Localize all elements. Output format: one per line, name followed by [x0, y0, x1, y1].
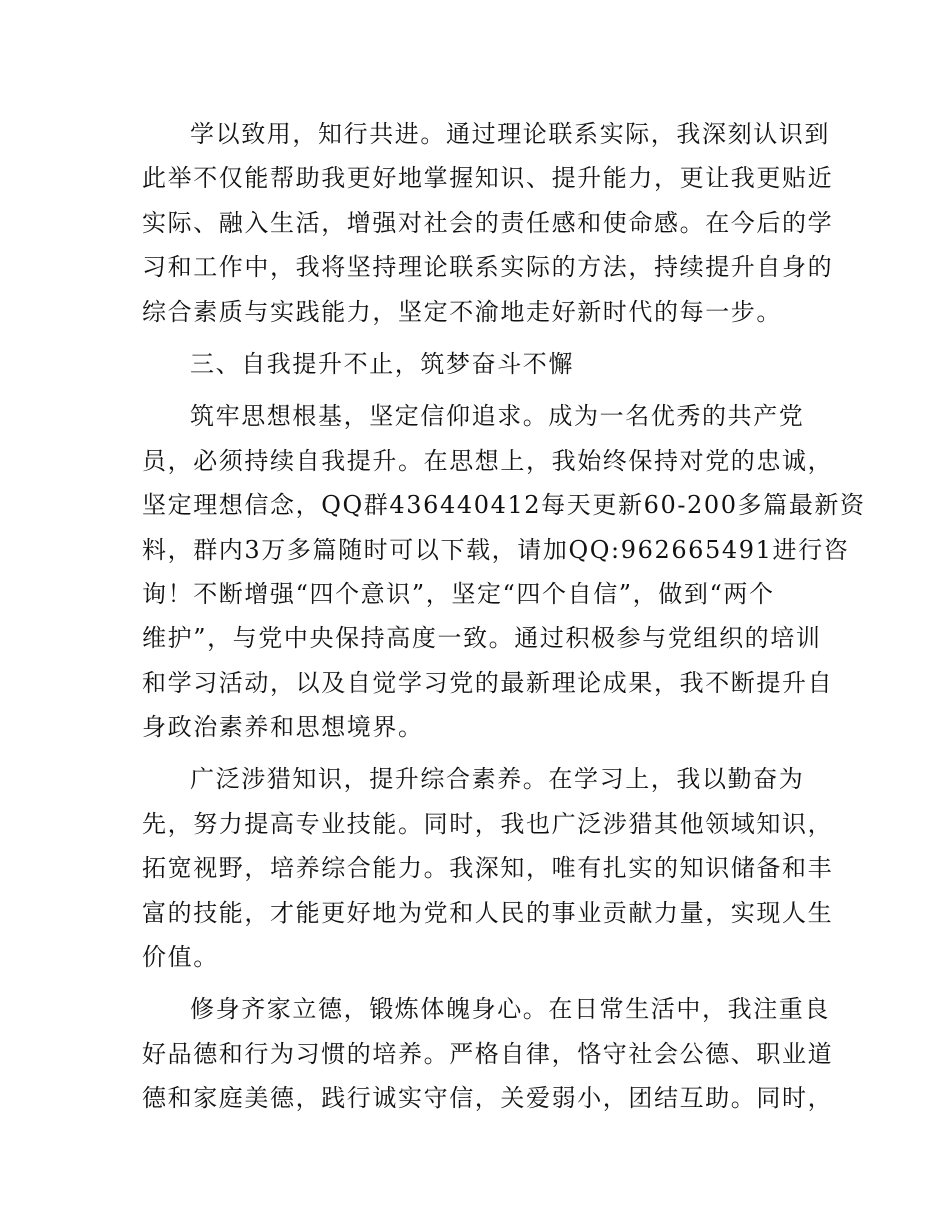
- paragraph-line: 修身齐家立德，锻炼体魄身心。在日常生活中，我注重良: [190, 995, 830, 1024]
- paragraph-line: 维护”，与党中央保持高度一致。通过积极参与党组织的培训: [142, 624, 822, 653]
- paragraph-line: 此举不仅能帮助我更好地掌握知识、提升能力，更让我更贴近: [142, 164, 834, 193]
- paragraph-line: 员，必须持续自我提升。在思想上，我始终保持对党的忠诚，: [142, 446, 834, 475]
- paragraph-line: 综合素质与实践能力，坚定不渝地走好新时代的每一步。: [142, 297, 782, 326]
- paragraph-thought-foundation: [142, 394, 866, 749]
- section-heading: 三、自我提升不止，筑梦奋斗不懈: [190, 349, 574, 378]
- paragraph-line: 询！不断增强“四个意识”，坚定“四个自信”，做到“两个: [142, 579, 775, 608]
- paragraph-line: 德和家庭美德，践行诚实守信，关爱弱小，团结互助。同时，: [142, 1084, 834, 1113]
- paragraph-line: 价值。: [142, 943, 219, 972]
- paragraph-line: 好品德和行为习惯的培养。严格自律，恪守社会公德、职业道: [142, 1039, 834, 1068]
- paragraph-line: 和学习活动，以及自觉学习党的最新理论成果，我不断提升自: [142, 668, 834, 697]
- paragraph-line: 富的技能，才能更好地为党和人民的事业贡献力量，实现人生: [142, 898, 834, 927]
- paragraph-line: 料，群内3万多篇随时可以下载，请加QQ:962665491进行咨: [142, 535, 850, 564]
- paragraph-line: 实际、融入生活，增强对社会的责任感和使命感。在今后的学: [142, 208, 834, 237]
- paragraph-line: 坚定理想信念，QQ群436440412每天更新60-200多篇最新资: [142, 491, 866, 520]
- paragraph-broad-knowledge: [142, 757, 834, 979]
- paragraph-line: 拓宽视野，培养综合能力。我深知，唯有扎实的知识储备和丰: [142, 854, 834, 883]
- paragraph-self-cultivation: [142, 987, 834, 1120]
- paragraph-line: 筑牢思想根基，坚定信仰追求。成为一名优秀的共产党: [190, 402, 805, 431]
- paragraph-line: 习和工作中，我将坚持理论联系实际的方法，持续提升自身的: [142, 253, 834, 282]
- document-body: [142, 112, 866, 1121]
- paragraph-line: 广泛涉猎知识，提升综合素养。在学习上，我以勤奋为: [190, 765, 805, 794]
- paragraph-learning-apply: [142, 112, 834, 334]
- paragraph-line: 学以致用，知行共进。通过理论联系实际，我深刻认识到: [190, 120, 830, 148]
- paragraph-line: 身政治素养和思想境界。: [142, 713, 424, 742]
- paragraph-line: 先，努力提高专业技能。同时，我也广泛涉猎其他领域知识，: [142, 809, 834, 838]
